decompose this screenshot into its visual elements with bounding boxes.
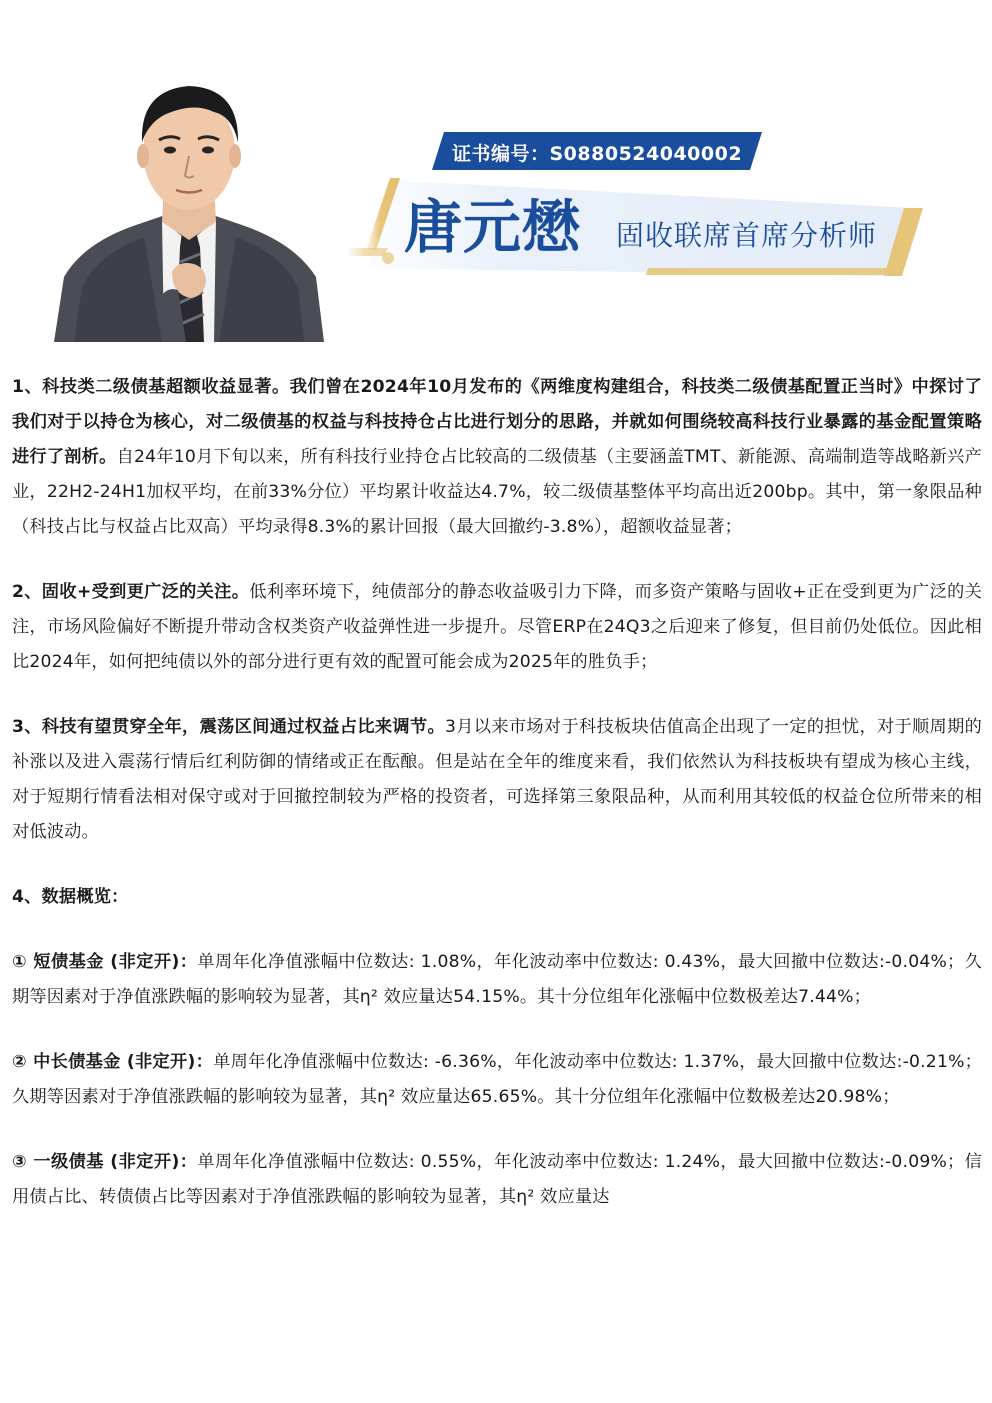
data-item-1-lead: ① 短债基金 (非定开)： xyxy=(12,952,198,972)
data-item-1-body: 单周年化净值涨幅中位数达: 1.08%，年化波动率中位数达: 0.43%，最大回撤中位数达:-0.04%；久期等因素对于净值涨跌幅的影响较为显著，其η² 效应量达54.15%。其十分位组年化涨幅中位数极差达7.44%； xyxy=(12,952,982,1007)
section-4-lead: 4、数据概览： xyxy=(12,887,129,907)
data-item-2-lead: ② 中长债基金 (非定开)： xyxy=(12,1052,214,1072)
article-body xyxy=(12,370,982,1245)
section-2-body: 低利率环境下，纯债部分的静态收益吸引力下降，而多资产策略与固收+正在受到更为广泛的关注，市场风险偏好不断提升带动含权类资产收益弹性进一步提升。尽管ERP在24Q3之后迎来了修复，但目前仍处低位。因此相比2024年，如何把纯债以外的部分进行更有效的配置可能会成为2025年的胜负手； xyxy=(12,582,982,672)
section-2-lead: 2、固收+受到更广泛的关注。 xyxy=(12,582,250,602)
section-2 xyxy=(12,575,982,680)
section-1 xyxy=(12,370,982,545)
analyst-portrait xyxy=(54,72,324,342)
data-item-2-body: 单周年化净值涨幅中位数达: -6.36%，年化波动率中位数达: 1.37%，最大回撤中位数达:-0.21%；久期等因素对于净值涨跌幅的影响较为显著，其η² 效应量达65.65%。其十分位组年化涨幅中位数极差达20.98%； xyxy=(12,1052,982,1107)
data-item-mid-long-bond-fund xyxy=(12,1045,982,1115)
data-item-3-body: 单周年化净值涨幅中位数达: 0.55%，年化波动率中位数达: 1.24%，最大回撤中位数达:-0.09%；信用债占比、转债债占比等因素对于净值涨跌幅的影响较为显著，其η² 效应量达 xyxy=(12,1152,982,1207)
data-item-short-bond-fund xyxy=(12,945,982,1015)
certificate-number: 证书编号：S0880524040002 xyxy=(452,143,743,165)
section-1-lead: 1、科技类二级债基超额收益显著。我们曾在2024年10月发布的《两维度构建组合，科技类二级债基配置正当时》中探讨了我们对于以持仓为核心，对二级债基的权益与科技持仓占比进行划分的思路，并就如何围绕较高科技行业暴露的基金配置策略进行了剖析。 xyxy=(12,377,982,467)
analyst-name: 唐元懋 xyxy=(404,193,582,261)
section-1-body: 自24年10月下旬以来，所有科技行业持仓占比较高的二级债基（主要涵盖TMT、新能源、高端制造等战略新兴产业，22H2-24H1加权平均，在前33%分位）平均累计收益达4.7%，较二级债基整体平均高出近200bp。其中，第一象限品种（科技占比与权益占比双高）平均录得8.3%的累计回报（最大回撤约-3.8%），超额收益显著； xyxy=(12,447,982,537)
section-3 xyxy=(12,710,982,850)
analyst-banner xyxy=(0,0,992,345)
section-4-heading xyxy=(12,880,982,915)
data-item-3-lead: ③ 一级债基 (非定开)： xyxy=(12,1152,198,1172)
data-item-primary-bond-fund xyxy=(12,1145,982,1215)
section-3-body: 3月以来市场对于科技板块估值高企出现了一定的担忧，对于顺周期的补涨以及进入震荡行情后红利防御的情绪或正在酝酿。但是站在全年的维度来看，我们依然认为科技板块有望成为核心主线，对于短期行情看法相对保守或对于回撤控制较为严格的投资者，可选择第三象限品种，从而利用其较低的权益仓位所带来的相对低波动。 xyxy=(12,717,982,842)
section-3-lead: 3、科技有望贯穿全年，震荡区间通过权益占比来调节。 xyxy=(12,717,445,737)
analyst-title: 固收联席首席分析师 xyxy=(616,219,878,252)
